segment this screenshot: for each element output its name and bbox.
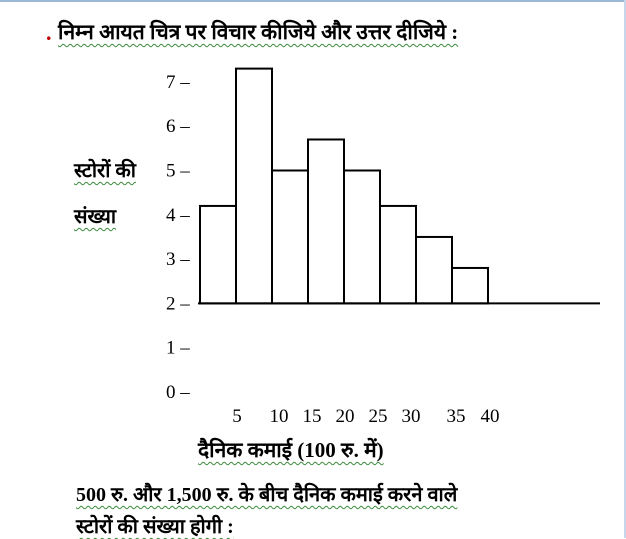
y-axis-label-line1: स्टोरों की bbox=[74, 160, 136, 182]
y-tick-label: 2 – bbox=[166, 293, 190, 315]
x-tick-labels bbox=[232, 406, 499, 427]
histogram-bar bbox=[272, 171, 308, 304]
x-tick-label: 20 bbox=[335, 406, 355, 427]
question-marker: . bbox=[46, 20, 52, 45]
x-tick-label: 5 bbox=[232, 406, 242, 427]
x-tick-label: 10 bbox=[269, 406, 289, 427]
histogram-bar bbox=[236, 69, 272, 304]
x-axis-label: दैनिक कमाई (100 रु. में) bbox=[198, 438, 384, 462]
histogram-bar bbox=[416, 237, 452, 303]
histogram-bars bbox=[200, 69, 488, 304]
histogram-bar bbox=[452, 268, 488, 303]
question-title: निम्न आयत चित्र पर विचार कीजिये और उत्तर दीजिये : bbox=[58, 20, 459, 44]
y-tick-label: 5 – bbox=[166, 160, 190, 182]
y-tick-label: 1 – bbox=[166, 337, 190, 359]
y-tick-label: 3 – bbox=[166, 249, 190, 271]
histogram-bar bbox=[200, 206, 236, 303]
y-tick-label: 4 – bbox=[166, 204, 190, 226]
y-tick-label: 0 – bbox=[166, 382, 190, 403]
x-tick-label: 15 bbox=[302, 406, 322, 427]
histogram-bar bbox=[308, 139, 344, 303]
x-tick-label: 35 bbox=[446, 406, 466, 427]
y-tick-label: 7 – bbox=[166, 71, 190, 93]
histogram-bar bbox=[344, 171, 380, 304]
y-tick-label: 6 – bbox=[166, 116, 190, 138]
y-axis-label-line2: संख्या bbox=[74, 206, 116, 228]
question-line-1: 500 रु. और 1,500 रु. के बीच दैनिक कमाई करने वाले bbox=[76, 484, 458, 506]
histogram-bar bbox=[380, 206, 416, 303]
x-tick-label: 25 bbox=[368, 406, 388, 427]
question-line-2: स्टोरों की संख्या होगी : bbox=[76, 516, 234, 538]
y-tick-labels bbox=[166, 72, 190, 403]
x-tick-label: 40 bbox=[480, 406, 500, 427]
x-tick-label: 30 bbox=[401, 406, 421, 427]
